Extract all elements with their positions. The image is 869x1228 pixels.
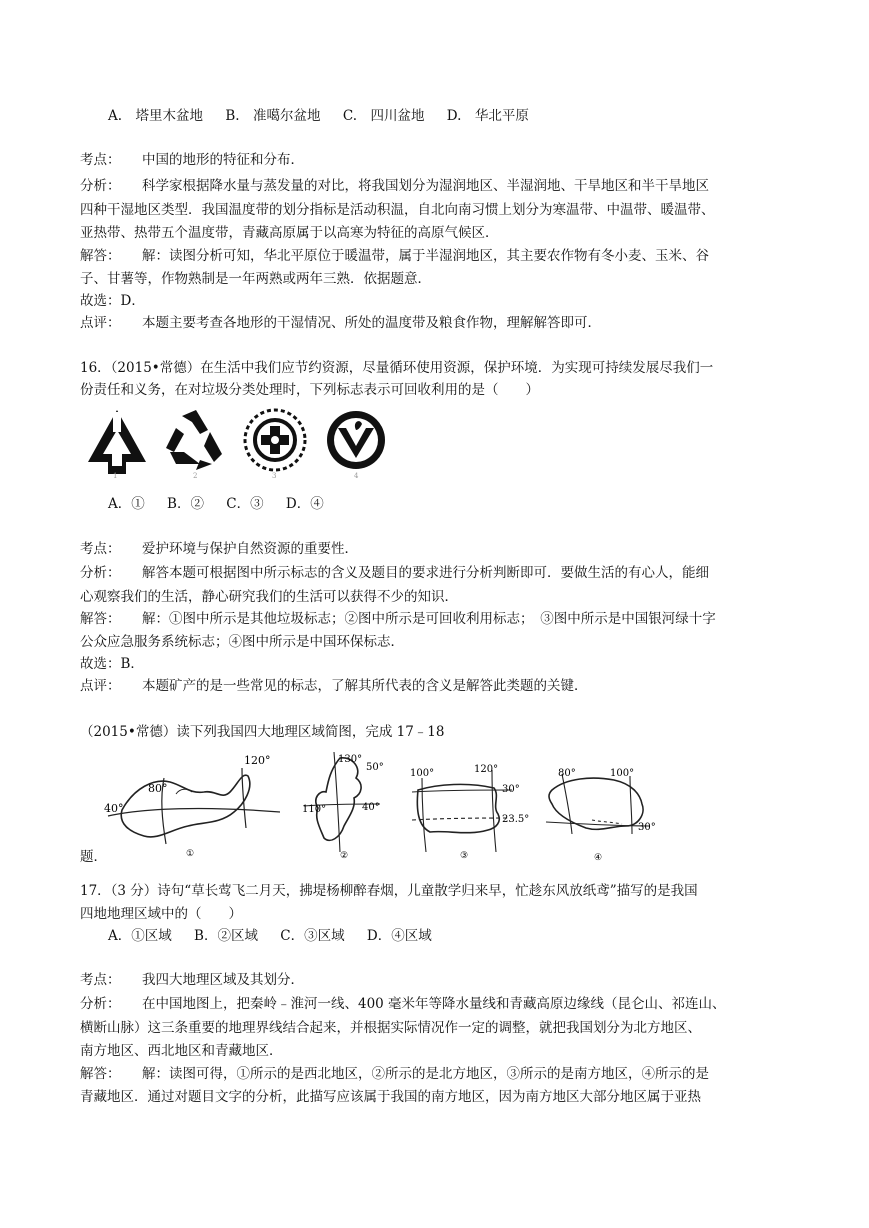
map2-lat-40: 40° — [362, 802, 380, 813]
fenxi-label: 分析： — [80, 996, 121, 1012]
q17-fenxi-3: 南方地区、西北地区和青藏地区． — [80, 1043, 283, 1059]
logo-green-cross-icon — [238, 406, 312, 482]
logo-3-number: 3 — [272, 472, 277, 480]
map4-number: ④ — [594, 853, 603, 863]
q17-stem-2: 四地地理区域中的（ ） — [80, 906, 242, 922]
fenxi-label: 分析： — [80, 178, 121, 194]
map1-lon-80: 80° — [148, 782, 168, 795]
q15-dianping — [80, 313, 601, 333]
map3-lon-120: 120° — [474, 764, 499, 775]
q16-option-c: C．③ — [226, 496, 264, 512]
q17-option-d: D．④区域 — [366, 928, 432, 944]
kaodian-text: 我四大地理区域及其划分． — [142, 972, 304, 988]
fenxi-text: 解答本题可根据图中所示标志的含义及题目的要求进行分析判断即可．要做生活的有心人，能细 — [142, 565, 709, 581]
jieda-text: 解：读图分析可知，华北平原位于暖温带，属于半湿润地区，其主要农作物有冬小麦、玉米、谷 — [142, 248, 709, 264]
q15-options — [108, 106, 547, 126]
jieda-label: 解答： — [80, 611, 121, 627]
q15-option-c: C. 四川盆地 — [342, 108, 425, 124]
dianping-label: 点评： — [80, 315, 121, 331]
map4-lat-30: 30° — [638, 822, 656, 833]
kaodian-label: 考点： — [80, 541, 121, 557]
logo-2-number: 2 — [193, 472, 198, 480]
map1-lat-40: 40° — [104, 802, 124, 815]
q16-option-b: B．② — [167, 496, 204, 512]
logo-recycle-icon — [160, 406, 230, 482]
kaodian-label: 考点： — [80, 152, 121, 168]
q15-jieda-1 — [80, 246, 709, 266]
jieda-text: 解：①图中所示是其他垃圾标志；②图中所示是可回收利用标志； ③图中所示是中国银河绿十字 — [142, 611, 716, 627]
q15-fenxi-1 — [80, 176, 709, 196]
q17-option-c: C．③区域 — [280, 928, 345, 944]
logo-other-waste-icon — [82, 406, 152, 482]
q16-option-a: A．① — [108, 496, 145, 512]
q15-fenxi-3: 亚热带、热带五个温度带，青藏高原属于以高寒为特征的高原气候区． — [80, 225, 499, 241]
q16-dianping — [80, 676, 588, 696]
jieda-label: 解答： — [80, 248, 121, 264]
map1-lon-120: 120° — [244, 754, 271, 767]
map4-lon-80: 80° — [558, 768, 576, 779]
logo-4-number: 4 — [354, 472, 359, 480]
q17-stem-1: 17．（3 分）诗句“草长莺飞二月天，拂堤杨柳醉春烟，儿童散学归来早，忙趁东风放纸鸢”描写的是我国 — [80, 883, 698, 899]
map3-number: ③ — [460, 851, 469, 861]
region-map-1 — [104, 748, 284, 864]
q16-jieda-1 — [80, 609, 716, 629]
q16-options — [108, 494, 342, 514]
q17-option-a: A．①区域 — [108, 928, 172, 944]
map4-lon-100: 100° — [610, 768, 635, 779]
q16-stem-2: 份责任和义务，在对垃圾分类处理时，下列标志表示可回收利用的是（ ） — [80, 382, 539, 398]
q15-guxuan: 故选：D． — [80, 293, 145, 309]
q16-fenxi-2: 心观察我们的生活，静心研究我们的生活可以获得不少的知识． — [80, 589, 458, 605]
kaodian-text: 中国的地形的特征和分布． — [142, 152, 304, 168]
q17-jieda-2: 青藏地区．通过对题目文字的分析，此描写应该属于我国的南方地区，因为南方地区大部分地区属于亚热 — [80, 1089, 701, 1105]
q15-kaodian — [80, 150, 304, 170]
region-map-2 — [300, 748, 390, 864]
q15-option-d: D. 华北平原 — [446, 108, 529, 124]
q15-fenxi-2: 四种干湿地区类型．我国温度带的划分指标是活动积温，自北向南习惯上划分为寒温带、中温带、暖温带、 — [80, 202, 715, 218]
q17-fenxi-2: 横断山脉）这三条重要的地理界线结合起来，并根据实际情况作一定的调整，就把我国划分为北方地区、 — [80, 1020, 701, 1036]
q16-fenxi-1 — [80, 563, 709, 583]
group-tail: 题． — [80, 849, 107, 865]
q17-kaodian — [80, 970, 304, 990]
jieda-label: 解答： — [80, 1066, 121, 1082]
jieda-text: 解：读图可得，①所示的是西北地区，②所示的是北方地区，③所示的是南方地区，④所示的是 — [142, 1066, 709, 1082]
dianping-label: 点评： — [80, 678, 121, 694]
dianping-text: 本题主要考查各地形的干湿情况、所处的温度带及粮食作物，理解解答即可． — [142, 315, 601, 331]
logo-environmental-icon — [324, 408, 388, 482]
kaodian-label: 考点： — [80, 972, 121, 988]
map3-lat-23-5: 23.5° — [502, 814, 530, 825]
fenxi-label: 分析： — [80, 565, 121, 581]
region-map-3 — [408, 760, 538, 868]
region-map-4 — [542, 764, 672, 872]
map2-lat-50: 50° — [366, 762, 384, 773]
q17-jieda-1 — [80, 1064, 709, 1084]
q16-jieda-2: 公众应急服务系统标志；④图中所示是中国环保标志． — [80, 634, 404, 650]
map2-number: ② — [340, 851, 349, 860]
map2-lon-110: 110° — [302, 804, 327, 815]
map2-lon-130: 130° — [338, 754, 363, 765]
q17-options — [108, 926, 450, 946]
q17-fenxi-1 — [80, 994, 726, 1014]
map3-lat-30: 30° — [502, 784, 520, 795]
map1-number: ① — [186, 849, 195, 859]
dianping-text: 本题矿产的是一些常见的标志，了解其所代表的含义是解答此类题的关键． — [142, 678, 588, 694]
logo-1-number: 1 — [113, 472, 118, 480]
q15-option-a: A. 塔里木盆地 — [108, 108, 204, 124]
q16-guxuan: 故选：B． — [80, 656, 144, 672]
q15-option-b: B. 准噶尔盆地 — [225, 108, 321, 124]
map3-lon-100: 100° — [410, 768, 435, 779]
q15-jieda-2: 子、甘薯等，作物熟制是一年两熟或两年三熟．依据题意． — [80, 271, 431, 287]
group-intro: （2015•常德）读下列我国四大地理区域简图，完成 17﹣18 — [80, 724, 445, 740]
fenxi-text: 科学家根据降水量与蒸发量的对比，将我国划分为湿润地区、半湿润地、干旱地区和半干旱地区 — [142, 178, 709, 194]
fenxi-text: 在中国地图上，把秦岭﹣淮河一线、400 毫米年等降水量线和青藏高原边缘线（昆仑山、祁连山、 — [142, 996, 726, 1012]
q16-stem-1: 16．（2015•常德）在生活中我们应节约资源，尽量循环使用资源，保护环境．为实现可持续发展尽我们一 — [80, 360, 714, 376]
q16-option-d: D．④ — [285, 496, 324, 512]
kaodian-text: 爱护环境与保护自然资源的重要性． — [142, 541, 358, 557]
q16-kaodian — [80, 539, 358, 559]
q17-option-b: B．②区域 — [194, 928, 258, 944]
